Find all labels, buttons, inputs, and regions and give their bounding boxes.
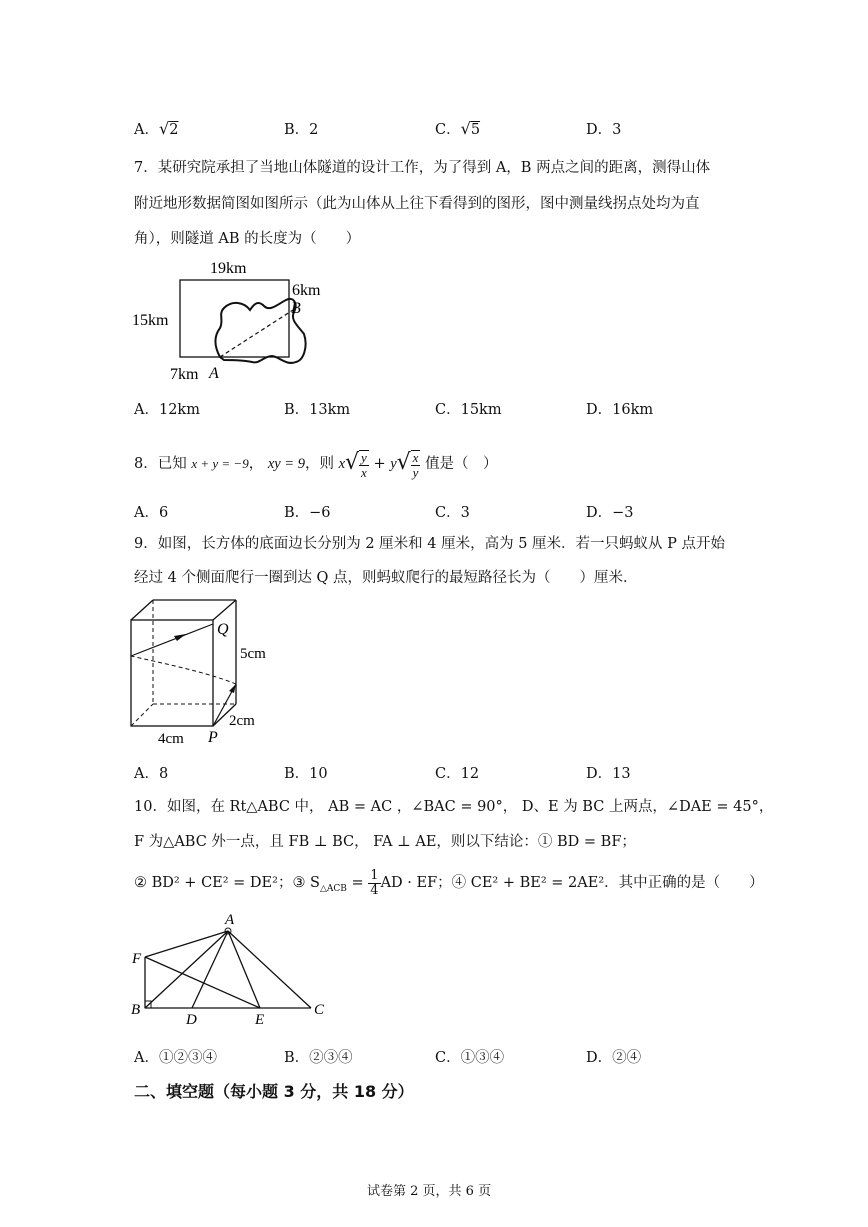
q10-label-f: F <box>132 951 142 967</box>
q7-option-b: B．13km <box>284 402 351 418</box>
q9-path-back <box>131 656 236 684</box>
q10-side-ac <box>228 931 311 1008</box>
q10-option-c: C．①③④ <box>435 1050 505 1066</box>
q8-option-b: B．−6 <box>284 505 331 521</box>
q10-segment-fe <box>145 957 260 1008</box>
q7-label-6km: 6km <box>292 282 321 299</box>
q8-condition-product: xy = 9 <box>267 456 305 472</box>
q8-option-d: D．−3 <box>586 505 634 521</box>
q9-option-a: A．8 <box>134 766 169 782</box>
q9-label-q: Q <box>217 621 229 638</box>
q6-option-b: B．2 <box>284 122 319 138</box>
q10-label-e: E <box>255 1012 265 1026</box>
q10-segment-fa <box>145 931 228 957</box>
q9-cuboid-figure <box>126 594 286 748</box>
q10-option-a: A．①②③④ <box>134 1050 217 1066</box>
q7-option-c: C．15km <box>435 402 502 418</box>
q7-label-15km: 15km <box>132 312 169 329</box>
q10-segment-ad <box>192 931 228 1008</box>
q8-sqrt-y-over-x: √ $\frac{y}{x}$ <box>345 450 367 480</box>
q7-label-a: A <box>209 365 219 382</box>
q7-measure-rect <box>180 280 289 357</box>
q10-label-a: A <box>225 912 235 928</box>
q7-option-a: A．12km <box>134 402 200 418</box>
q9-label-4cm: 4cm <box>158 731 184 747</box>
q8-sqrt-x-over-y: √ $\frac{x}{y}$ <box>396 450 419 480</box>
q7-label-7km: 7km <box>170 366 199 383</box>
q7-option-d: D．16km <box>586 402 654 418</box>
q9-text-line2: 经过 4 个侧面爬行一圈到达 Q 点，则蚂蚁爬行的最短路径长为（ ）厘米． <box>134 570 638 586</box>
q9-path-front-left <box>131 624 213 656</box>
q10-label-d: D <box>186 1012 197 1026</box>
q9-label-p: P <box>208 729 218 746</box>
q10-text-line3: ② BD² + CE² = DE²；③ $S_{\triangle ACB}$ = $\frac{1}{4}$ AD · EF；④ CE² + BE² = 2AE²．其中正确的是（ ） <box>134 867 764 898</box>
q8-condition-sum: x + y = −9 <box>191 456 249 471</box>
q10-text-line1: 10．如图，在 Rt△ABC 中， AB = AC ，∠BAC = 90°， D、E 为 BC 上两点，∠DAE = 45°， <box>134 799 774 815</box>
q9-label-2cm: 2cm <box>229 713 255 729</box>
q6-option-a: A．√2 <box>134 119 179 138</box>
q9-option-d: D．13 <box>586 766 631 782</box>
q10-label-c: C <box>314 1002 325 1018</box>
q9-text-line1: 9．如图，长方体的底面边长分别为 2 厘米和 4 厘米，高为 5 厘米．若一只蚂蚁从 P 点开始 <box>134 536 726 552</box>
q10-option-d: D．②④ <box>586 1050 642 1066</box>
q10-triangle-figure <box>128 910 328 1026</box>
q10-side-ab <box>145 931 228 1008</box>
q10-text-line2: F 为△ABC 外一点，且 FB ⊥ BC， FA ⊥ AE，则以下结论：① BD = BF； <box>134 834 636 850</box>
q9-option-c: C．12 <box>435 766 480 782</box>
section-fill-in-heading: 二、填空题（每小题 3 分，共 18 分） <box>134 1082 414 1101</box>
q8-option-c: C．3 <box>435 505 470 521</box>
q7-text-line3: 角），则隧道 AB 的长度为（ ） <box>134 231 361 247</box>
q6-option-c: C．√5 <box>435 119 481 138</box>
q8-option-a: A．6 <box>134 505 169 521</box>
q7-tunnel-ab <box>220 310 293 357</box>
q6-option-d: D．3 <box>586 122 622 138</box>
q9-option-b: B．10 <box>284 766 328 782</box>
q9-label-5cm: 5cm <box>240 646 266 662</box>
q10-label-b: B <box>131 1002 141 1018</box>
q10-option-b: B．②③④ <box>284 1050 353 1066</box>
q7-text-line1: 7．某研究院承担了当地山体隧道的设计工作，为了得到 A，B 两点之间的距离，测得山体 <box>134 160 711 176</box>
q7-terrain-figure <box>128 256 348 388</box>
page-footer: 试卷第 2 页，共 6 页 <box>367 1184 492 1199</box>
q8-text: 8．已知 x + y = −9， xy = 9，则 x√ $\frac{y}{x}$ + y√ $\frac{x}{y}$ 值是（ ） <box>134 445 498 481</box>
q7-label-b: B <box>291 300 301 317</box>
q7-label-19km: 19km <box>210 260 247 277</box>
q7-text-line2: 附近地形数据简图如图所示（此为山体从上往下看得到的图形，图中测量线拐点处均为直 <box>134 196 700 212</box>
